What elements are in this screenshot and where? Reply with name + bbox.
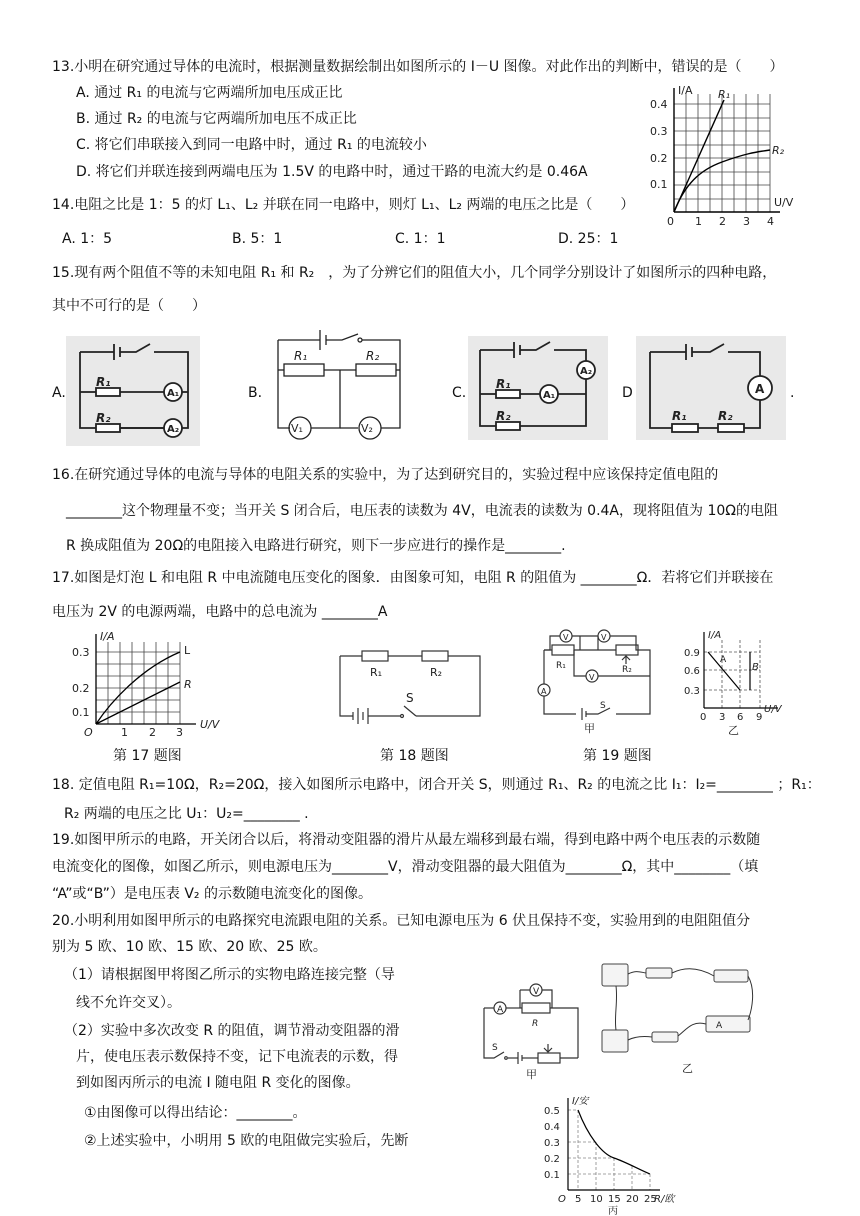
- svg-text:0: 0: [700, 712, 707, 723]
- q19-line3: “A”或“B”）是电压表 V₂ 的示数随电流变化的图像。: [52, 886, 372, 902]
- q15-label-a: A.: [52, 385, 66, 401]
- q20-sub1: ①由图像可以得出结论：________。: [84, 1105, 307, 1121]
- svg-text:I/安: I/安: [572, 1096, 589, 1107]
- r1-label: R₁: [718, 88, 731, 101]
- r2-label: R₂: [772, 144, 785, 157]
- q17-line1: 17.如图是灯泡 L 和电阻 R 中电流随电压变化的图象．由图象可知，电阻 R 的阻值为 ________Ω．若将它们并联接在: [52, 570, 774, 586]
- svg-text:V: V: [601, 633, 607, 642]
- svg-text:R₂: R₂: [496, 409, 511, 423]
- svg-text:0.1: 0.1: [72, 706, 90, 719]
- svg-text:V₁: V₁: [291, 422, 303, 435]
- svg-text:R: R: [532, 1019, 539, 1029]
- svg-text:0.2: 0.2: [72, 682, 90, 695]
- q16-line2: ________这个物理量不变；当开关 S 闭合后，电压表的读数为 4V，电流表的读数为 0.4A，现将阻值为 10Ω的电阻: [66, 503, 778, 519]
- svg-text:6: 6: [737, 712, 744, 723]
- svg-text:R₁: R₁: [96, 375, 111, 389]
- svg-text:0.5: 0.5: [544, 1106, 560, 1117]
- svg-text:A₂: A₂: [580, 366, 593, 377]
- svg-text:3: 3: [719, 712, 726, 723]
- x-tick: 1: [695, 215, 702, 228]
- svg-text:R₂: R₂: [622, 665, 632, 675]
- y-tick: 0.1: [650, 178, 668, 191]
- q14-stem: 14.电阻之比是 1：5 的灯 L₁、L₂ 并联在同一电路中，则灯 L₁、L₂ 两端的电压之比是（ ）: [52, 197, 635, 213]
- q17-line2: 电压为 2V 的电源两端，电路中的总电流为 ________A: [52, 604, 388, 620]
- svg-text:B: B: [752, 662, 759, 673]
- svg-text:R: R: [184, 678, 192, 691]
- q13-stem: 13.小明在研究通过导体的电流时，根据测量数据绘制出如图所示的 I－U 图像。对此作出的判断中，错误的是（ ）: [52, 59, 784, 75]
- rheostat-icon: [714, 970, 748, 982]
- svg-text:0.6: 0.6: [684, 666, 700, 677]
- q15-circuit-a: [66, 336, 200, 446]
- svg-text:25: 25: [644, 1194, 657, 1205]
- origin-label: 0: [667, 215, 674, 228]
- resistor-icon: [646, 968, 672, 978]
- q15-label-d: D: [622, 385, 633, 401]
- svg-text:R₁: R₁: [672, 409, 687, 423]
- q18-line2: R₂ 两端的电压之比 U₁：U₂=________ .: [64, 806, 309, 822]
- svg-text:15: 15: [608, 1194, 621, 1205]
- q15-label-b: B.: [248, 385, 263, 401]
- caption-fig17: 第 17 题图: [113, 748, 182, 764]
- svg-text:A: A: [541, 687, 547, 696]
- svg-text:V₂: V₂: [361, 422, 373, 435]
- svg-text:A₂: A₂: [167, 424, 180, 435]
- q13-option-b: B. 通过 R₂ 的电流与它两端所加电压不成正比: [76, 111, 357, 127]
- q14-option-a: A. 1：5: [62, 231, 113, 247]
- svg-text:R/欧: R/欧: [654, 1194, 675, 1205]
- svg-text:0.4: 0.4: [544, 1122, 560, 1133]
- q15-end-dot: .: [790, 385, 795, 401]
- svg-text:A₁: A₁: [167, 388, 180, 399]
- y-tick: 0.4: [650, 98, 668, 111]
- q20-part2-line2: 片，使电压表示数保持不变，记下电流表的示数，得: [76, 1049, 398, 1065]
- q20-sub2: ②上述实验中，小明用 5 欧的电阻做完实验后，先断: [84, 1133, 409, 1149]
- q20-line1: 20.小明利用如图甲所示的电路探究电流跟电阻的关系。已知电源电压为 6 伏且保持不变，实验用到的电阻阻值分: [52, 913, 751, 929]
- svg-text:甲: 甲: [526, 1068, 537, 1081]
- q15-circuit-d: [636, 336, 786, 440]
- svg-text:A: A: [716, 1021, 723, 1031]
- q16-line3: R 换成阻值为 20Ω的电阻接入电路进行研究，则下一步应进行的操作是________.: [66, 538, 566, 554]
- svg-text:0.3: 0.3: [72, 646, 90, 659]
- svg-text:0.2: 0.2: [544, 1154, 560, 1165]
- svg-text:R₂: R₂: [430, 666, 443, 679]
- svg-text:0.3: 0.3: [684, 686, 700, 697]
- svg-text:R₂: R₂: [96, 411, 111, 425]
- q18-line1: 18. 定值电阻 R₁=10Ω，R₂=20Ω，接入如图所示电路中，闭合开关 S，则通过 R₁、R₂ 的电流之比 I₁：I₂=________ ；R₁：: [52, 777, 821, 793]
- svg-text:10: 10: [590, 1194, 603, 1205]
- q14-option-b: B. 5：1: [232, 231, 283, 247]
- q18-circuit: [336, 644, 486, 726]
- svg-text:A: A: [755, 382, 765, 396]
- q13-iu-graph: [640, 84, 810, 234]
- q20-part1-line2: 线不允许交叉）。: [76, 995, 181, 1011]
- svg-text:乙: 乙: [682, 1062, 693, 1075]
- svg-text:I/A: I/A: [100, 630, 115, 643]
- svg-text:1: 1: [121, 726, 128, 739]
- ammeter-icon: [602, 964, 628, 986]
- q13-option-d: D. 将它们并联连接到两端电压为 1.5V 的电路中时，通过干路的电流大约是 0.46A: [76, 164, 588, 180]
- svg-text:丙: 丙: [608, 1206, 618, 1216]
- q13-option-c: C. 将它们串联接入到同一电路中时，通过 R₁ 的电流较小: [76, 137, 427, 153]
- q20-circuit-jia: [478, 976, 588, 1082]
- q17-iu-graph: [72, 630, 232, 738]
- q19-graph: [684, 628, 794, 738]
- svg-text:乙: 乙: [728, 724, 739, 737]
- q19-line1: 19.如图甲所示的电路，开关闭合以后，将滑动变阻器的滑片从最左端移到最右端，得到电路中两个电压表的示数随: [52, 832, 761, 848]
- q20-part2-line1: （2）实验中多次改变 R 的阻值，调节滑动变阻器的滑: [64, 1023, 400, 1039]
- q15-label-c: C.: [452, 385, 467, 401]
- svg-text:S: S: [492, 1043, 498, 1053]
- x-tick: 3: [743, 215, 750, 228]
- svg-text:R₁: R₁: [556, 661, 566, 671]
- svg-text:0.1: 0.1: [544, 1170, 560, 1181]
- svg-text:I/A: I/A: [708, 630, 722, 641]
- y-tick: 0.3: [650, 125, 668, 138]
- svg-text:R₁: R₁: [496, 377, 511, 391]
- caption-fig18: 第 18 题图: [380, 748, 449, 764]
- svg-text:V: V: [589, 673, 595, 682]
- q19-line2: 电流变化的图像，如图乙所示，则电源电压为________V，滑动变阻器的最大阻值为________Ω，其中________（填: [52, 859, 759, 875]
- svg-text:R₁: R₁: [370, 666, 383, 679]
- svg-text:L: L: [184, 644, 191, 657]
- svg-text:S: S: [406, 691, 414, 705]
- q15-stem-line1: 15.现有两个阻值不等的未知电阻 R₁ 和 R₂ ，为了分辨它们的阻值大小，几个同学分别设计了如图所示的四种电路，: [52, 265, 777, 281]
- battery-icon: [706, 1016, 750, 1032]
- svg-text:甲: 甲: [584, 722, 595, 735]
- q20-graph-bing: [532, 1094, 682, 1216]
- q20-part2-line3: 到如图丙所示的电流 I 随电阻 R 变化的图像。: [76, 1075, 360, 1091]
- svg-text:3: 3: [176, 726, 183, 739]
- svg-text:R₂: R₂: [718, 409, 733, 423]
- switch-icon: [652, 1032, 678, 1042]
- svg-text:5: 5: [575, 1194, 582, 1205]
- q20-real-circuit-yi: [596, 960, 760, 1082]
- q16-line1: 16.在研究通过导体的电流与导体的电阻关系的实验中，为了达到研究目的，实验过程中应该保持定值电阻的: [52, 467, 719, 483]
- svg-text:A₁: A₁: [543, 390, 556, 401]
- svg-text:U/V: U/V: [764, 704, 782, 715]
- q13-option-a: A. 通过 R₁ 的电流与它两端所加电压成正比: [76, 85, 343, 101]
- q14-option-d: D. 25：1: [558, 231, 619, 247]
- svg-text:20: 20: [626, 1194, 639, 1205]
- x-tick: 2: [719, 215, 726, 228]
- svg-text:R₂: R₂: [366, 349, 380, 363]
- x-tick: 4: [767, 215, 774, 228]
- svg-text:A: A: [497, 1005, 504, 1015]
- y-tick: 0.2: [650, 152, 668, 165]
- q20-part1-line1: （1）请根据图甲将图乙所示的实物电路连接完整（导: [64, 967, 395, 983]
- svg-text:9: 9: [756, 712, 763, 723]
- svg-text:A: A: [720, 655, 727, 665]
- svg-text:S: S: [600, 701, 606, 711]
- q15-circuit-b: [272, 324, 406, 440]
- voltmeter-icon: [602, 1030, 628, 1052]
- q14-option-c: C. 1：1: [395, 231, 446, 247]
- y-axis-label: I/A: [678, 84, 693, 97]
- svg-text:O: O: [84, 726, 93, 739]
- q19-circuit: [526, 630, 656, 734]
- q15-circuit-c: [468, 336, 608, 440]
- svg-text:0.9: 0.9: [684, 648, 700, 659]
- svg-text:U/V: U/V: [200, 718, 220, 731]
- x-axis-label: U/V: [774, 196, 794, 209]
- q15-stem-line2: 其中不可行的是（ ）: [52, 298, 206, 314]
- svg-text:0.3: 0.3: [544, 1138, 560, 1149]
- svg-text:O: O: [558, 1194, 566, 1205]
- svg-text:2: 2: [149, 726, 156, 739]
- q20-line2: 别为 5 欧、10 欧、15 欧、20 欧、25 欧。: [52, 939, 327, 955]
- svg-text:R₁: R₁: [294, 349, 308, 363]
- svg-text:V: V: [533, 987, 540, 997]
- svg-text:V: V: [563, 633, 569, 642]
- caption-fig19: 第 19 题图: [583, 748, 652, 764]
